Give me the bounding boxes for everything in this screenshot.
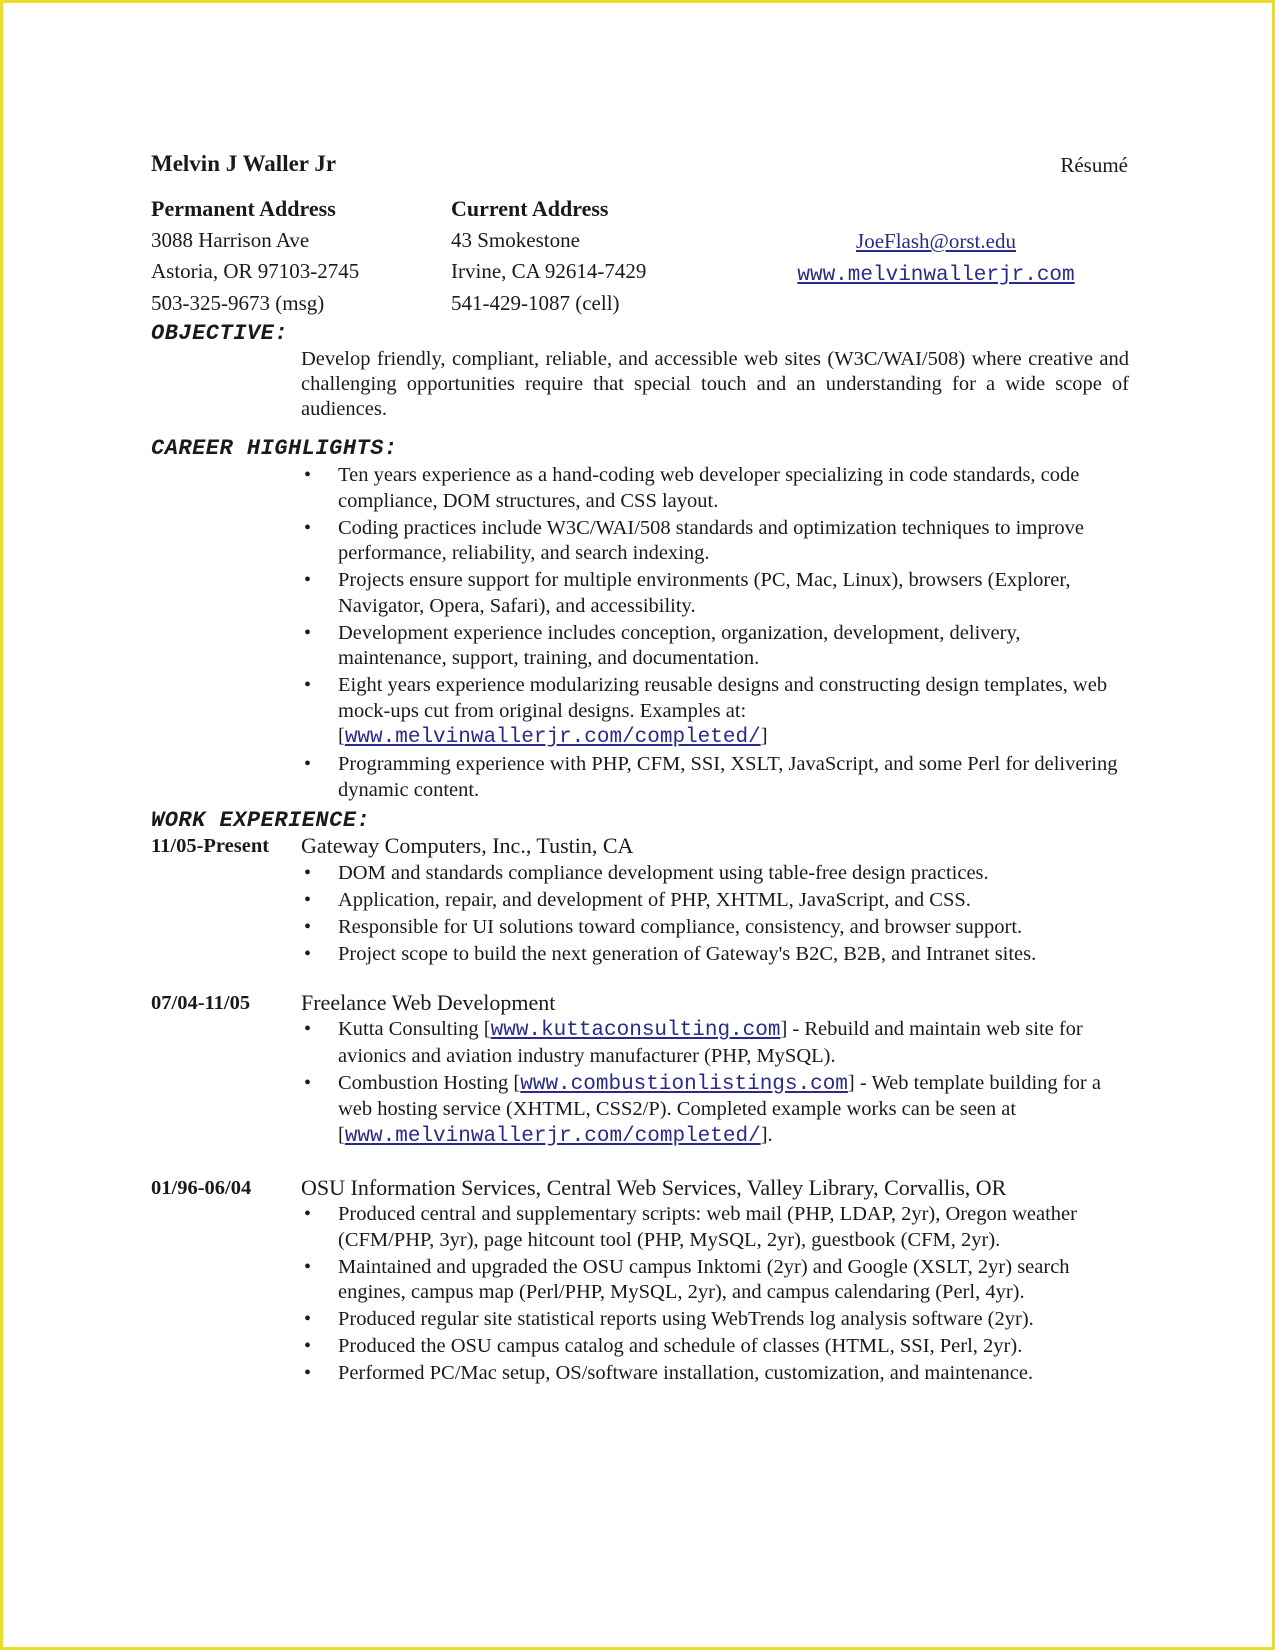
item-text: Eight years experience modularizing reusable designs and constructing design templates, web mock-ups cut from original designs. Examples at: (338, 674, 1108, 722)
bracket-close: ] (760, 725, 768, 747)
list-item (301, 1071, 1131, 1150)
job-company: Gateway Computers, Inc., Tustin, CA (301, 833, 634, 858)
job-dates: 11/05-Present (151, 835, 270, 857)
item-text: ] - Web template building for a web hosting service (XHTML, CSS2/P). Completed example works can be seen at [ (338, 1071, 1101, 1146)
job-duties-list (301, 861, 1131, 969)
document-label: Résumé (1060, 153, 1128, 177)
job-company: Freelance Web Development (301, 990, 556, 1015)
current-phone: 541-429-1087 (cell) (451, 290, 620, 315)
career-highlights-title: CAREER HIGHLIGHTS: (151, 436, 398, 461)
current-address-heading: Current Address (451, 196, 609, 221)
current-address (451, 193, 646, 319)
current-city: Irvine, CA 92614-7429 (451, 259, 647, 283)
list-item: • Application, repair, and development of PHP, XHTML, JavaScript, and CSS. (301, 888, 1131, 914)
item-text: ]. (760, 1123, 773, 1146)
job-dates: 07/04-11/05 (151, 992, 251, 1014)
job-company: OSU Information Services, Central Web Services, Valley Library, Corvallis, OR (301, 1175, 1007, 1200)
item-text: Combustion Hosting [ (338, 1071, 521, 1094)
permanent-address (151, 193, 359, 319)
job-duties-list (301, 1202, 1131, 1388)
list-item: • Coding practices include W3C/WAI/508 standards and optimization techniques to improve performance, reliability, and search indexing. (301, 516, 1131, 567)
list-item: • Produced the OSU campus catalog and schedule of classes (HTML, SSI, Perl, 2yr). (301, 1334, 1131, 1360)
work-experience-title: WORK EXPERIENCE: (151, 808, 371, 833)
permanent-city: Astoria, OR 97103-2745 (151, 259, 360, 283)
objective-text: Develop friendly, compliant, reliable, and accessible web sites (W3C/WAI/508) where creative and challenging opportunities require that special touch and an understanding for a wide scope of audiences. (301, 348, 1129, 420)
bracket-open: [ (338, 725, 345, 747)
list-item: • DOM and standards compliance development using table-free design practices. (301, 861, 1131, 887)
completed-works-link[interactable]: www.melvinwallerjr.com/completed/ (344, 726, 761, 749)
item-text: ] - Rebuild and maintain web site for avionics and aviation industry manufacturer (PHP, MySQL). (338, 1018, 1083, 1067)
list-item: • Maintained and upgraded the OSU campus Inktomi (2yr) and Google (XSLT, 2yr) search engines, campus map (Perl/PHP, MySQL, 2yr), and campus calendaring (Perl, 4yr). (301, 1255, 1131, 1306)
list-item: • Performed PC/Mac setup, OS/software installation, customization, and maintenance. (301, 1361, 1131, 1387)
website-link[interactable]: www.melvinwallerjr.com (797, 264, 1075, 287)
list-item: • Responsible for UI solutions toward compliance, consistency, and browser support. (301, 915, 1131, 941)
applicant-name: Melvin J Waller Jr (151, 151, 337, 176)
job-dates: 01/96-06/04 (151, 1177, 252, 1199)
career-highlights-list (301, 463, 1131, 805)
kutta-consulting-link[interactable]: www.kuttaconsulting.com (490, 1019, 781, 1042)
list-item: • Project scope to build the next generation of Gateway's B2C, B2B, and Intranet sites. (301, 942, 1131, 968)
combustion-listings-link[interactable]: www.combustionlistings.com (520, 1072, 848, 1096)
permanent-street: 3088 Harrison Ave (151, 227, 310, 252)
list-item: • Produced central and supplementary scripts: web mail (PHP, LDAP, 2yr), Oregon weather (CFM/PHP, 3yr), page hitcount tool (PHP, MySQL, 2yr), guestbook (CFM, 2yr). (301, 1202, 1131, 1253)
list-item (301, 673, 1131, 751)
list-item: • Development experience includes conception, organization, development, delivery, maintenance, support, training, and documentation. (301, 621, 1131, 672)
current-street: 43 Smokestone (451, 227, 580, 252)
permanent-phone: 503-325-9673 (msg) (151, 290, 325, 315)
list-item: • Produced regular site statistical reports using WebTrends log analysis software (2yr). (301, 1307, 1131, 1333)
list-item: • Projects ensure support for multiple environments (PC, Mac, Linux), browsers (Explorer, Navigator, Opera, Safari), and accessibility. (301, 568, 1131, 619)
email-link[interactable]: JoeFlash@orst.edu (856, 229, 1016, 253)
list-item (301, 1017, 1131, 1069)
list-item: • Ten years experience as a hand-coding web developer specializing in code standards, code compliance, DOM structures, and CSS layout. (301, 463, 1131, 514)
permanent-address-heading: Permanent Address (151, 196, 336, 221)
item-text: Kutta Consulting [ (338, 1018, 491, 1040)
completed-works-link[interactable]: www.melvinwallerjr.com/completed/ (344, 1124, 761, 1148)
job-duties-list (301, 1017, 1131, 1151)
objective-title: OBJECTIVE: (151, 321, 289, 346)
contact-links (771, 225, 1101, 292)
list-item: • Programming experience with PHP, CFM, SSI, XSLT, JavaScript, and some Perl for delivering dynamic content. (301, 752, 1131, 803)
